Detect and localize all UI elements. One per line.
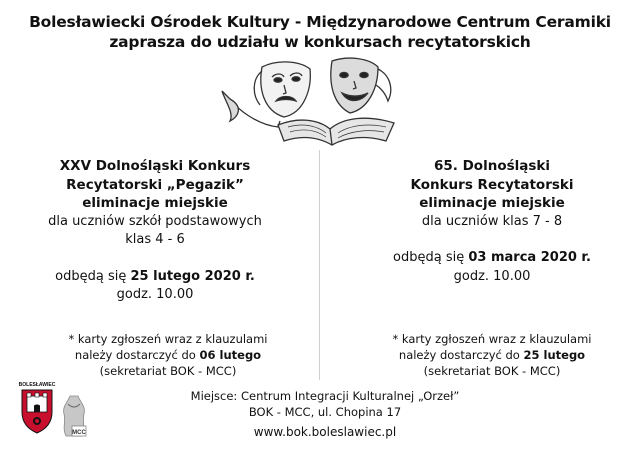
right-date-line xyxy=(342,249,640,268)
left-title-line-3: eliminacje miejskie xyxy=(82,195,228,211)
right-title-line-3: eliminacje miejskie xyxy=(419,195,565,211)
venue-line-1: Miejsce: Centrum Integracji Kulturalnej „Orzeł” xyxy=(190,389,460,403)
venue-block xyxy=(120,388,530,420)
left-contest-block xyxy=(5,157,305,305)
right-audience-line-1: dla uczniów klas 7 - 8 xyxy=(421,213,563,229)
left-audience-line-2: klas 4 - 6 xyxy=(125,232,185,247)
left-time: godz. 10.00 xyxy=(116,287,194,302)
left-note-prefix: należy dostarczyć do xyxy=(74,348,200,362)
left-date: 25 lutego 2020 r. xyxy=(130,268,255,284)
left-title-line-1: XXV Dolnośląski Konkurs xyxy=(59,158,251,174)
right-contest-block xyxy=(342,157,640,286)
column-divider xyxy=(319,150,320,380)
right-note-prefix: należy dostarczyć do xyxy=(398,348,524,362)
mcc-vase-logo xyxy=(58,392,94,440)
venue-line-2: BOK - MCC, ul. Chopina 17 xyxy=(248,405,402,419)
left-date-prefix: odbędą się xyxy=(55,268,131,284)
right-date-prefix: odbędą się xyxy=(393,250,469,265)
left-note-line-1: * karty zgłoszeń wraz z klauzulami xyxy=(68,332,268,346)
left-title-line-2: Recytatorski „Pegazik” xyxy=(66,176,244,193)
left-note-line-2 xyxy=(18,347,318,363)
left-date-line xyxy=(5,268,305,287)
left-note-deadline: 06 lutego xyxy=(199,348,262,362)
coat-label: BOLESŁAWIEC xyxy=(18,382,56,388)
right-note-deadline: 25 lutego xyxy=(523,348,586,362)
header-line-2: zaprasza do udziału w konkursach recytatorskich xyxy=(109,33,531,51)
mcc-label: MCC xyxy=(72,430,86,436)
boleslawiec-coat-of-arms-logo xyxy=(18,378,56,434)
right-note-block xyxy=(342,331,640,379)
header-line-1: Bolesławiecki Ośrodek Kultury - Międzynarodowe Centrum Ceramiki xyxy=(29,13,611,31)
theatre-masks-book-illustration xyxy=(218,55,418,147)
right-title-line-1: 65. Dolnośląski xyxy=(433,158,551,174)
right-date: 03 marca 2020 r. xyxy=(468,250,591,265)
left-audience-line-1: dla uczniów szkół podstawowych xyxy=(48,213,262,229)
right-time: godz. 10.00 xyxy=(453,268,531,284)
website-link[interactable]: www.bok.boleslawiec.pl xyxy=(253,425,397,439)
right-note-line-3: (sekretariat BOK - MCC) xyxy=(423,364,561,378)
right-note-line-2 xyxy=(342,347,640,363)
right-note-line-1: * karty zgłoszeń wraz z klauzulami xyxy=(392,332,592,346)
left-note-block xyxy=(18,331,318,379)
left-note-line-3: (sekretariat BOK - MCC) xyxy=(99,364,237,378)
right-title-line-2: Konkurs Recytatorski xyxy=(410,176,574,193)
